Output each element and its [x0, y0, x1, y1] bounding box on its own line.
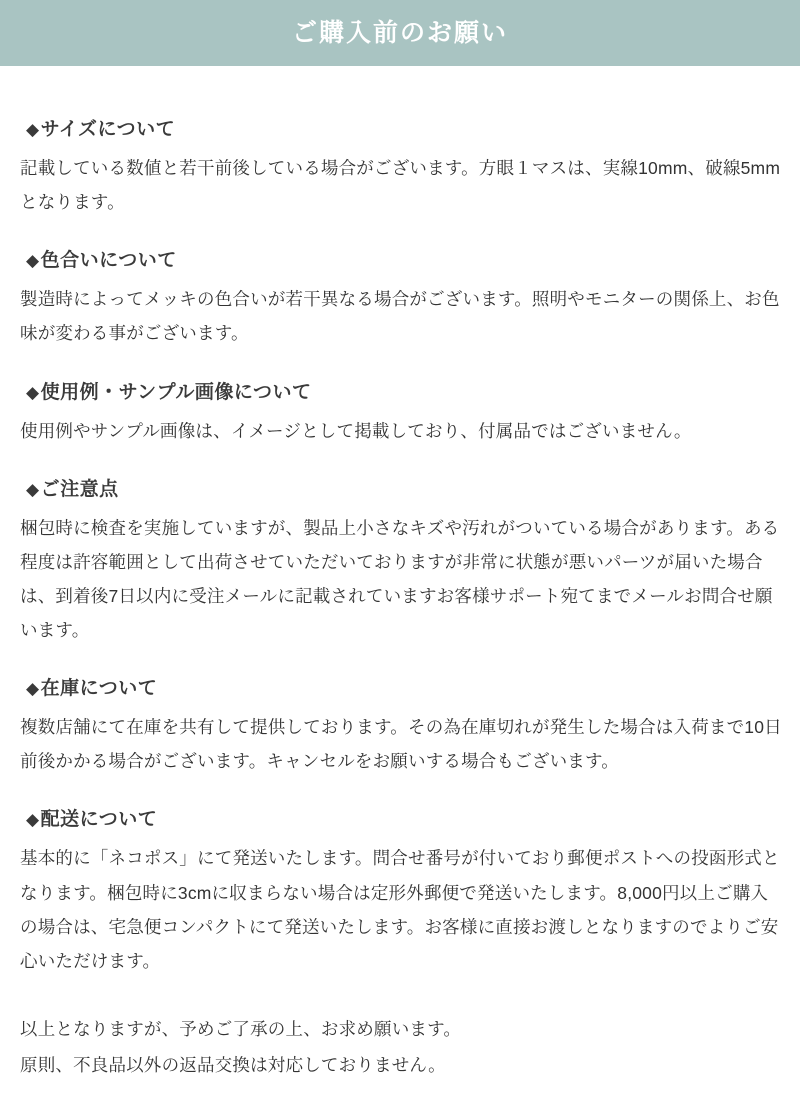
page-title: ご購入前のお願い [291, 19, 508, 47]
section-color [18, 245, 782, 350]
notice-content [0, 66, 800, 1094]
diamond-bullet-icon: ◆ [26, 382, 40, 402]
section-heading-size [26, 114, 782, 141]
closing-line-2: 原則、不良品以外の返品交換は対応しておりません。 [20, 1055, 446, 1075]
section-body-stock: 複数店舗にて在庫を共有して提供しております。その為在庫切れが発生した場合は入荷まで10日前後かかる場合がございます。キャンセルをお願いする場合もございます。 [20, 717, 782, 772]
section-heading-text: 在庫について [40, 678, 158, 700]
section-heading-text: ご注意点 [40, 478, 119, 500]
section-heading-color [26, 245, 782, 272]
diamond-bullet-icon: ◆ [26, 679, 40, 699]
section-heading-shipping [26, 804, 782, 831]
diamond-bullet-icon: ◆ [26, 120, 40, 139]
section-heading-text: サイズについて [40, 119, 176, 140]
section-heading-text: 色合いについて [40, 250, 177, 272]
section-heading-text: 配送について [40, 809, 158, 831]
section-size [18, 114, 782, 219]
section-heading-stock [26, 673, 782, 700]
diamond-bullet-icon: ◆ [26, 251, 40, 271]
section-heading-cautions [26, 474, 782, 501]
diamond-bullet-icon: ◆ [26, 810, 40, 830]
page-header-band [0, 0, 800, 66]
section-body-color: 製造時によってメッキの色合いが若干異なる場合がございます。照明やモニターの関係上、お色味が変わる事がございます。 [20, 289, 780, 344]
section-shipping [18, 804, 782, 978]
section-heading-text: 使用例・サンプル画像について [40, 381, 312, 403]
section-body-shipping: 基本的に「ネコポス」にて発送いたします。問合せ番号が付いており郵便ポストへの投函形式となります。梱包時に3cmに収まらない場合は定形外郵便で発送いたします。8,000円以上ご購入の場合は、宅急便コンパクトにて発送いたします。お客様に直接お渡しとなりますのでよりご安心いただけます。 [20, 848, 780, 971]
section-stock [18, 673, 782, 778]
section-body-sample-images: 使用例やサンプル画像は、イメージとして掲載しており、付属品ではございません。 [20, 420, 692, 441]
closing-line-1: 以上となりますが、予めご了承の上、お求め願います。 [20, 1018, 462, 1039]
section-cautions [18, 474, 782, 648]
section-body-cautions: 梱包時に検査を実施していますが、製品上小さなキズや汚れがついている場合があります。ある程度は許容範囲として出荷させていただいておりますが非常に状態が悪いパーツが届いた場合は、到着後7日以内に受注メールに記載されていますお客様サポート宛てまでメールお問合せ願います。 [20, 517, 780, 640]
section-heading-sample-images [26, 377, 782, 404]
closing-remarks [18, 1012, 782, 1082]
section-sample-images [18, 377, 782, 448]
section-body-size: 記載している数値と若干前後している場合がございます。方眼１マスは、実線10mm、破線5mmとなります。 [20, 158, 781, 213]
diamond-bullet-icon: ◆ [26, 479, 40, 499]
